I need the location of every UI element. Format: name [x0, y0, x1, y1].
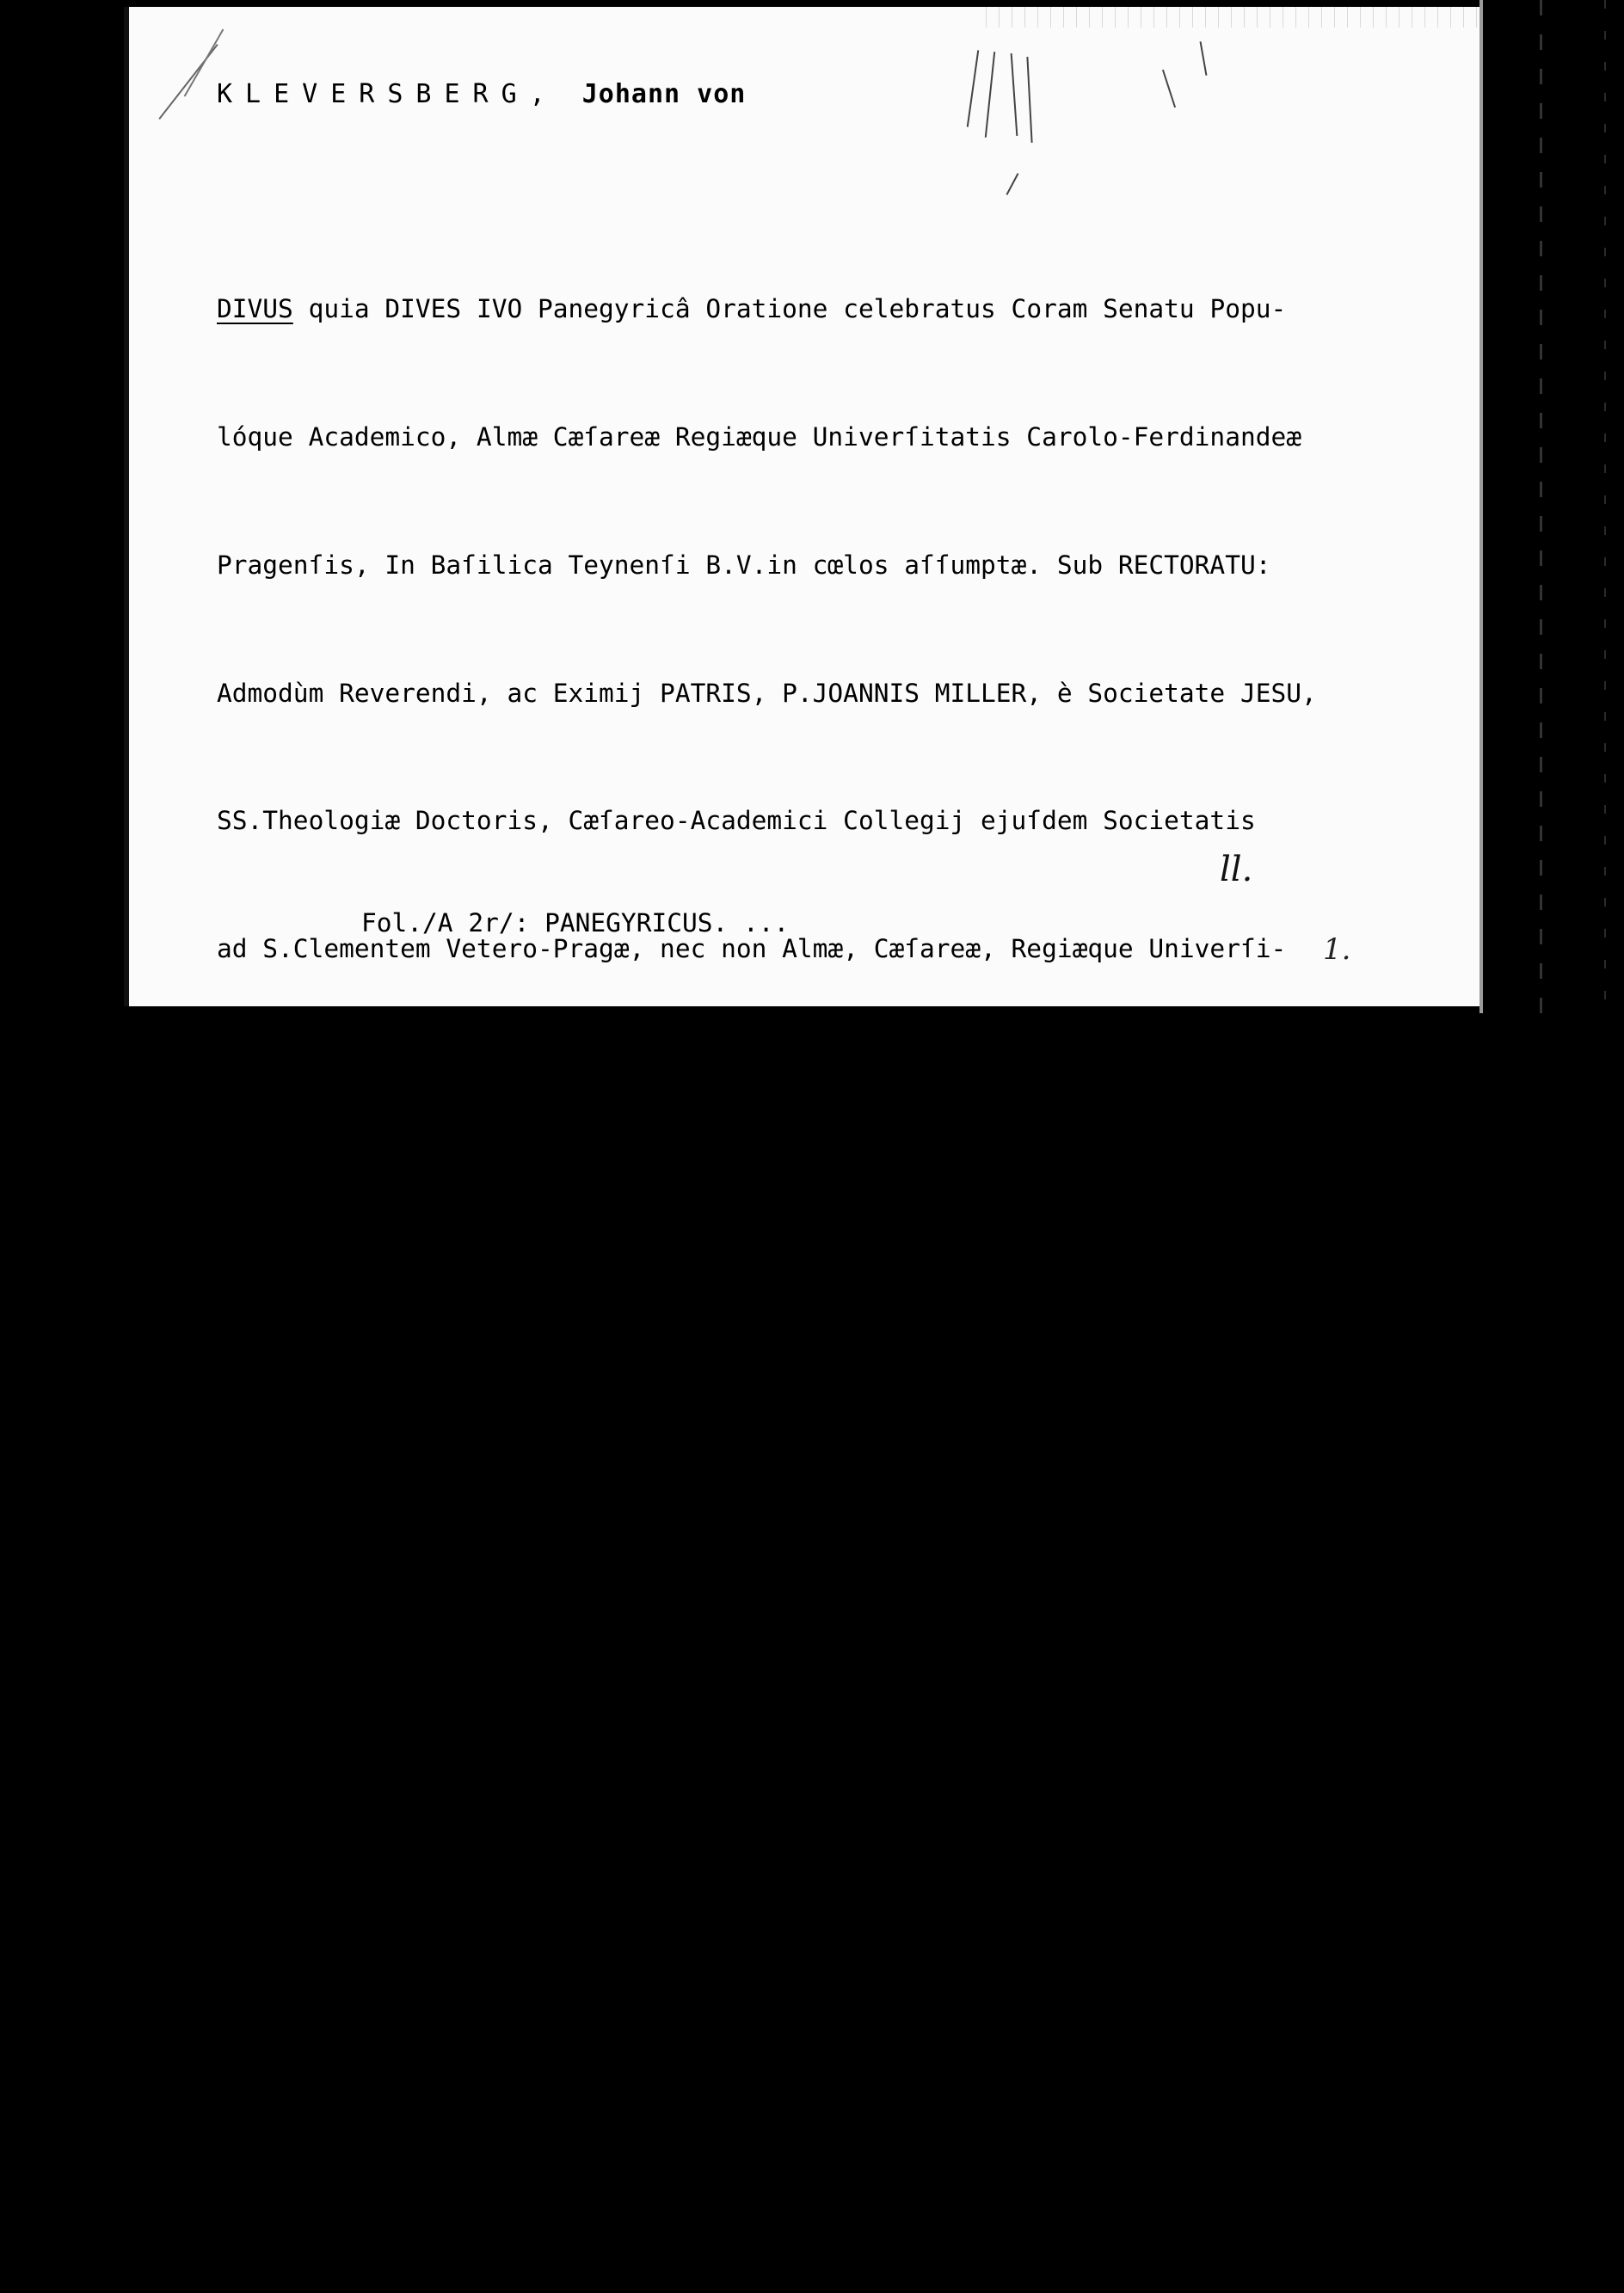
card-right-edge	[1479, 0, 1483, 1013]
title-description	[217, 203, 1455, 2293]
title-line: Pragenſis, In Baſilica Teynenſi B.V.in cœlos aſſumptæ. Sub RECTORATU:	[217, 550, 1271, 580]
handwritten-mark: ll.	[1220, 850, 1253, 889]
title-line-text: quia DIVES IVO Panegyricâ Oratione celebratus Coram Senatu Popu-	[292, 294, 1287, 324]
title-line: ci, ac Ordinarij, Sac:Cæſ: Regiæque Majeſtatis Conſiliarij, Venerabilis	[217, 1574, 1301, 1603]
title-line: Archi-Epiſcopalis Conſiſtorij Pragenſis Aſſeſſoris, in Inclyto Boëmiæ	[217, 1701, 1271, 1731]
title-line: dicæ Senioris, & p.t.Spectabilis DECANI. Ab ILLUSTRISSIMO DOMINO Joanne	[217, 1958, 1301, 1988]
title-line: ad S.Clementem Vetero-Pragæ, nec non Almæ, Cæſareæ, Regiæque Univerſi-	[217, 934, 1287, 964]
collation	[874, 2214, 1165, 2243]
film-strip-mark	[1604, 0, 1606, 1013]
imprint: VETERO-PRAGÆ, Typis JOANNIS WENCESLAI HELM.	[217, 2213, 874, 2243]
title-first-word: DIVUS	[217, 294, 293, 324]
folio-line: Fol./A 2r/: PANEGYRICUS. ...	[361, 908, 790, 937]
title-line: Admodùm Reverendi, ac Eximij PATRIS, P.JOANNIS MILLER, è Societate JESU,	[217, 678, 1317, 708]
title-line-1	[217, 288, 1455, 331]
imprint-line	[217, 2208, 1455, 2251]
title-line: TU: Prænobilis, Generoſi, Clariſſimi, ac Conſultiſſimi Viri D.WENCESLAI	[217, 1190, 1301, 1220]
collation-formula: 2°[A²]-C²	[920, 2213, 1057, 2243]
card-number: 1.	[1323, 932, 1351, 967]
title-line: tatis Carolo-Ferdinandeæ Pragenſis p.t. RECTORIS MAGNIFICI. Sub DECANA-	[217, 1061, 1301, 1091]
author-surname: KLEVERSBERG,	[217, 79, 558, 109]
author-given-name: Johann von	[581, 79, 747, 109]
scan-noise	[981, 7, 1479, 28]
title-line: S.R.I. Comite de Kleversberg, J.U.Auditore. Die /.../ Maji. Anno 1711.	[217, 2086, 1287, 2116]
collation-note: /=VI/	[1087, 2213, 1165, 2243]
film-strip-mark	[1540, 0, 1542, 1013]
title-line: JOANNIS de KRIEGELSTEIN, J.U.Doctoris, in Alma Cæſarea Regiáque Univerſi-	[217, 1318, 1332, 1348]
title-line: Regno Regij Fiſci Adjuncti, & Advocati Jurati, nec non Facultatis Juri-	[217, 1829, 1301, 1860]
author-heading	[217, 79, 746, 109]
title-line: SS.Theologiæ Doctoris, Cæſareo-Academici Collegij ejuſdem Societatis	[217, 806, 1256, 836]
title-line: lóque Academico, Almæ Cæſareæ Regiæque Univerſitatis Carolo-Ferdinandeæ	[217, 421, 1301, 452]
title-line: tate Carolo-Ferdinandæa Pragenſi Sac: Canonum Profeſſoris Regij Publi-	[217, 1446, 1287, 1476]
